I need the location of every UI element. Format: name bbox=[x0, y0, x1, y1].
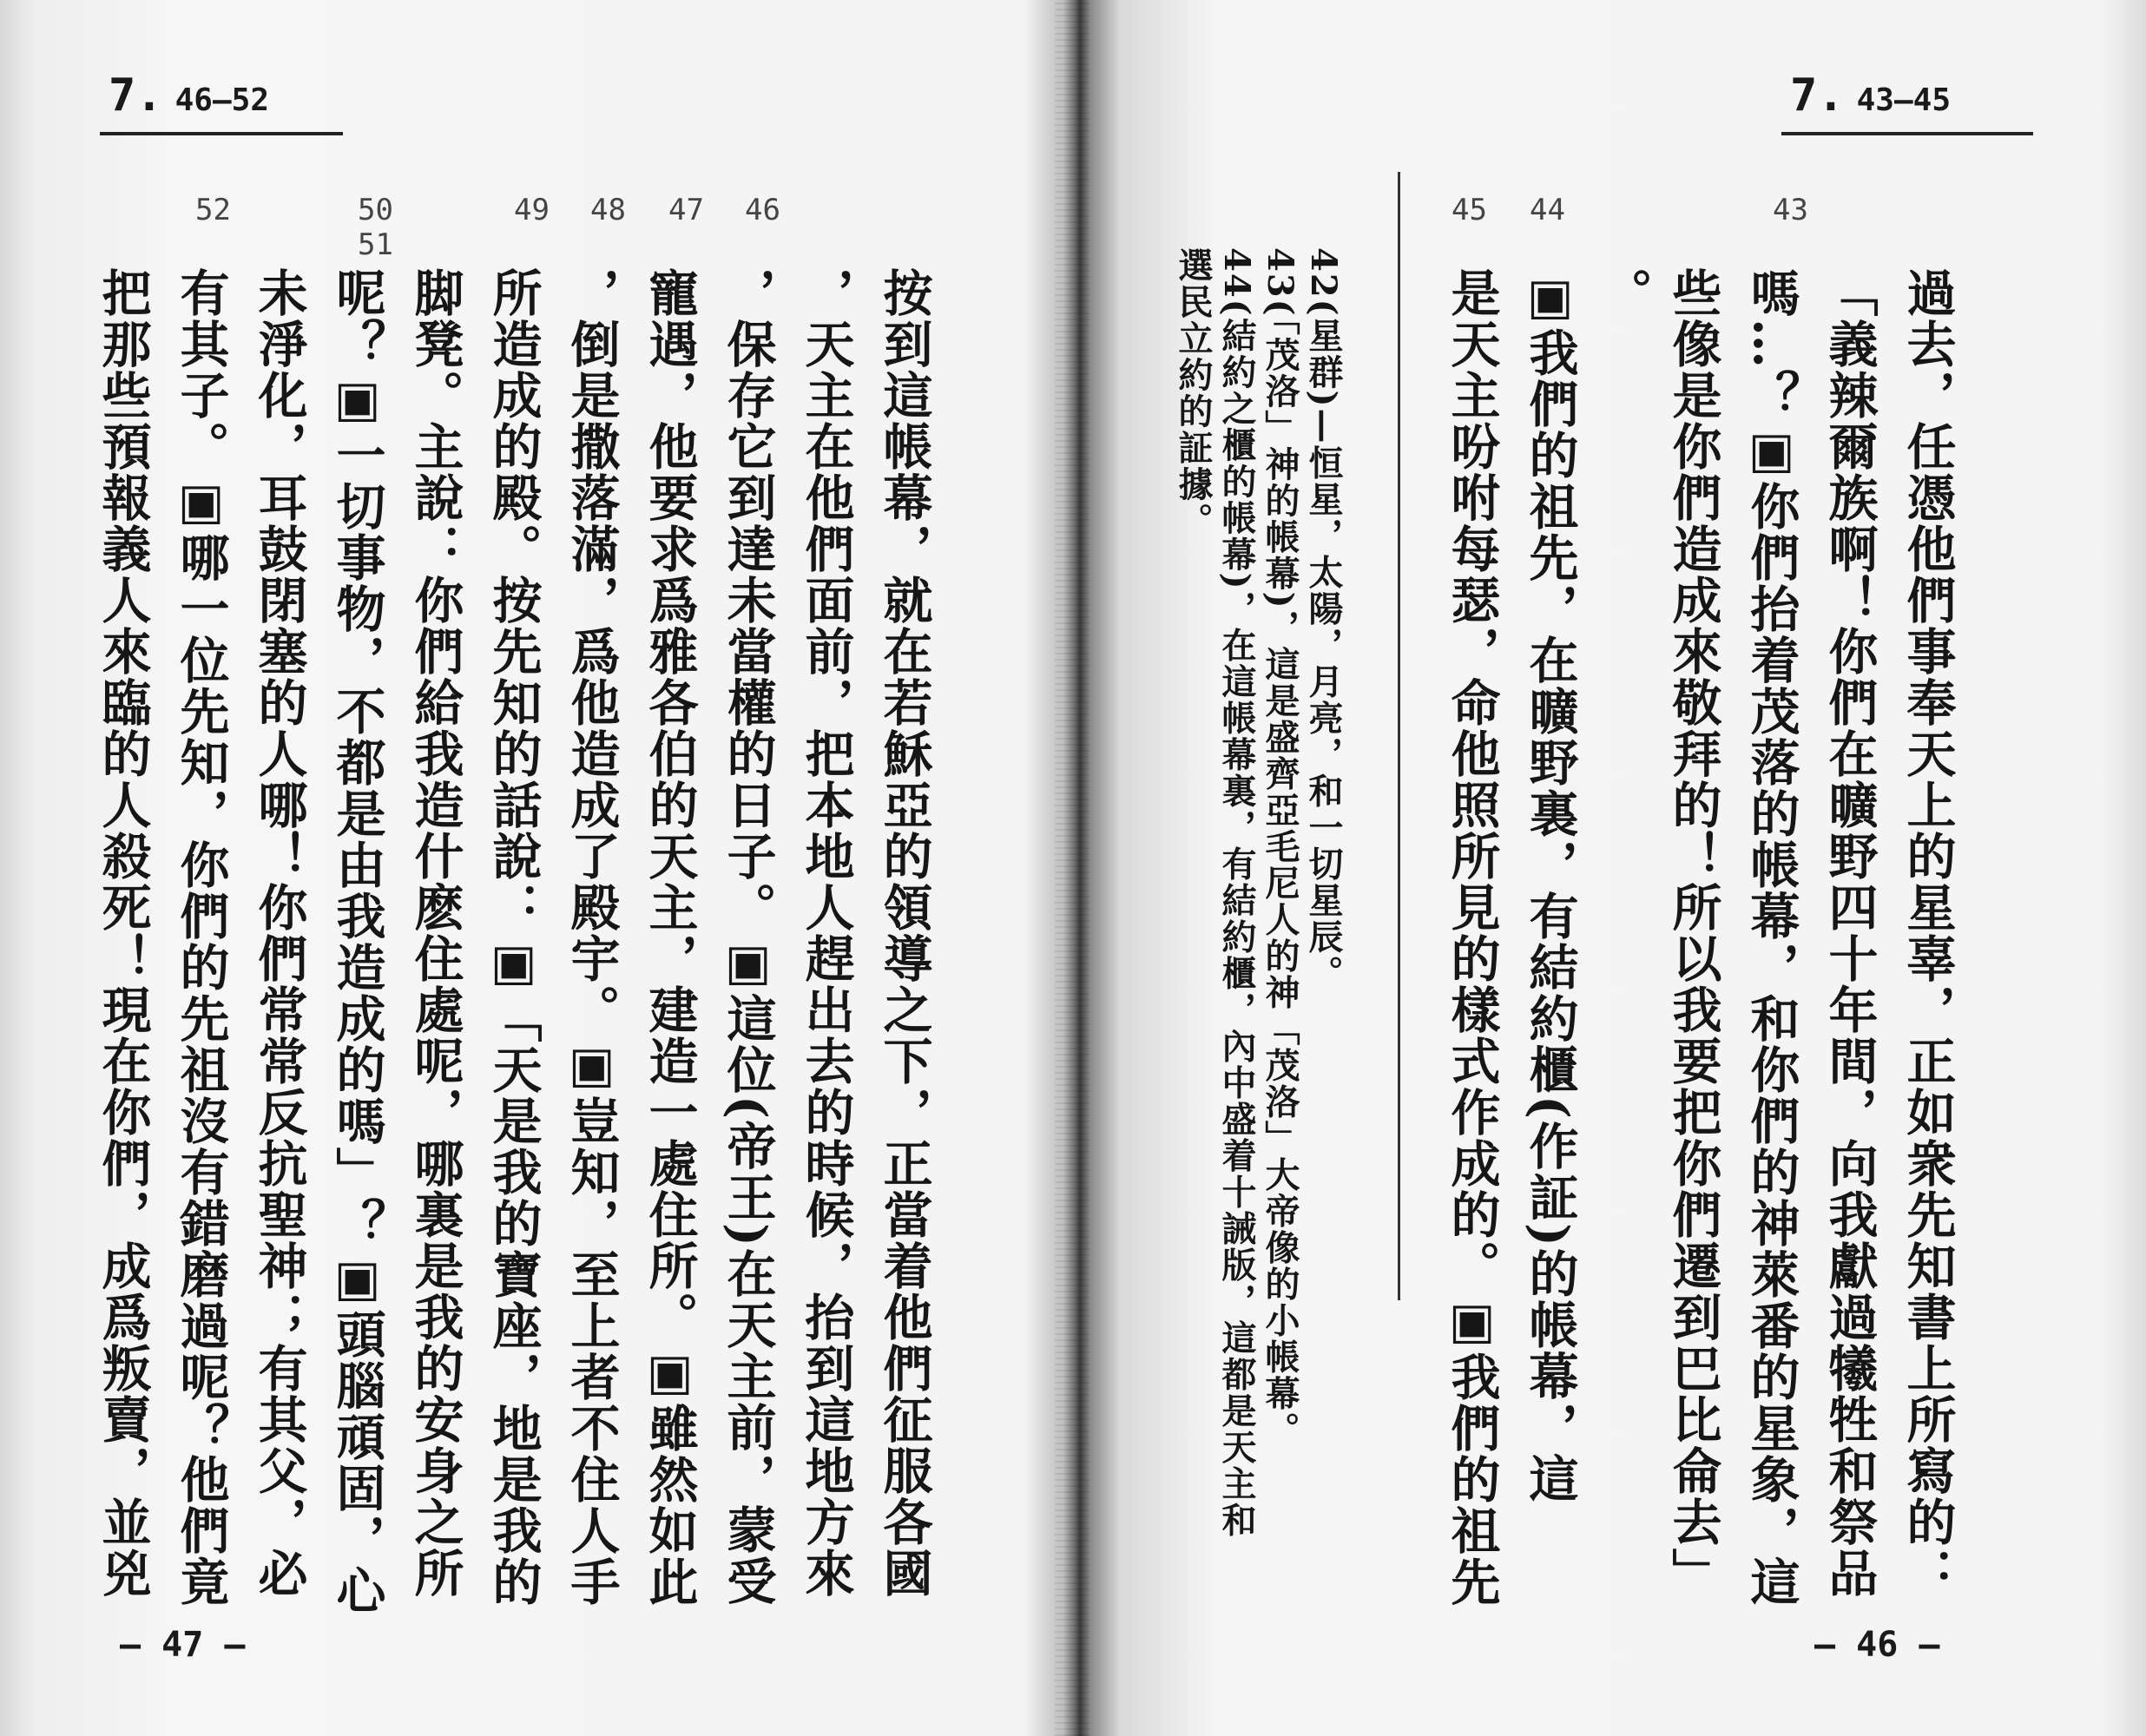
verse-number: 43 bbox=[1773, 193, 1808, 227]
text-column: 未淨化，耳鼓閉塞的人哪！你們常常反抗聖神；有其父，必 bbox=[250, 267, 308, 1599]
text-column: ，保存它到達未當權的日子。▣這位(帝王)在天主前，蒙受 bbox=[719, 267, 777, 1607]
header-rule bbox=[100, 132, 343, 135]
text-column: 按到這帳幕，就在若穌亞的領導之下，正當着他們征服各國 bbox=[875, 267, 933, 1599]
verse-number: 44 bbox=[1530, 193, 1565, 227]
verse-number: 50 bbox=[358, 193, 393, 227]
footnote: 42(星群)—恒星，太陽，月亮，和一切星辰。 bbox=[1303, 247, 1344, 992]
text-column: ▣我們的祖先，在曠野裏，有結約櫃(作証)的帳幕，這 bbox=[1521, 267, 1579, 1504]
right-page bbox=[1087, 0, 2146, 1736]
text-column: 脚凳。主說：你們給我造什麽住處呢，哪裏是我的安身之所 bbox=[406, 267, 464, 1599]
verse-number: 47 bbox=[668, 193, 704, 227]
text-column: 所造成的殿。按先知的話說：▣「天是我的寶座，地是我的 bbox=[484, 267, 543, 1608]
notes-divider bbox=[1398, 172, 1400, 1300]
verse-range: 43—45 bbox=[1856, 82, 1951, 118]
text-column: ，天主在他們面前，把本地人趕出去的時候，抬到這地方來 bbox=[797, 267, 855, 1599]
chapter-number: 7. bbox=[1790, 69, 1845, 122]
text-column: 。 bbox=[1595, 267, 1653, 319]
verse-range: 46—52 bbox=[174, 82, 269, 118]
text-column: 「義辣爾族啊！你們在曠野四十年間，向我獻過犧牲和祭品 bbox=[1820, 267, 1879, 1599]
chapter-number: 7. bbox=[109, 69, 163, 122]
text-column: 是天主吩咐每瑟，命他照所見的樣式作成的。▣我們的祖先 bbox=[1443, 267, 1501, 1608]
page-number: — 47 — bbox=[120, 1625, 246, 1665]
text-column: ，倒是撒落滿，爲他造成了殿宇。▣豈知，至上者不住人手 bbox=[563, 267, 621, 1608]
verse-number: 49 bbox=[514, 193, 550, 227]
page-number: — 46 — bbox=[1814, 1625, 1940, 1665]
left-page bbox=[0, 0, 1068, 1736]
verse-number: 52 bbox=[195, 193, 231, 227]
verse-number: 51 bbox=[358, 227, 393, 262]
header-rule bbox=[1781, 132, 2033, 135]
text-column: 寵遇，他要求爲雅各伯的天主，建造一處住所。▣雖然如此 bbox=[641, 267, 699, 1608]
footnote: 44(結約之櫃的帳幕)，在這帳幕裏，有結約櫃，內中盛着十誡版，這都是天主和 bbox=[1216, 247, 1257, 1539]
text-column: 過去，任憑他們事奉天上的星辜，正如衆先知書上所寫的： bbox=[1899, 267, 1957, 1599]
footnote: 43(「茂洛」神的帳幕)，這是盛齊亞毛尼人的神「茂洛」大帝像的小帳幕。 bbox=[1260, 247, 1300, 1449]
text-column: 嗎…？▣你們抬着茂落的帳幕，和你們的神萊番的星象，這 bbox=[1742, 267, 1800, 1608]
text-column: 些像是你們造成來敬拜的！所以我要把你們遷到巴比侖去」 bbox=[1664, 267, 1722, 1599]
page-header bbox=[1790, 69, 1951, 122]
text-column: 呢？▣一切事物，不都是由我造成的嗎」？▣頭腦頑固，心 bbox=[328, 267, 386, 1616]
text-column: 有其子。▣哪一位先知，你們的先祖沒有錯磨過呢？他們竟 bbox=[172, 267, 230, 1608]
page-header bbox=[109, 69, 269, 122]
footnote: 選民立約的証據。 bbox=[1173, 247, 1214, 539]
text-column: 把那些預報義人來臨的人殺死！現在你們，成爲叛賣，並兇 bbox=[94, 267, 152, 1599]
verse-number: 48 bbox=[590, 193, 626, 227]
verse-number: 46 bbox=[745, 193, 780, 227]
verse-number: 45 bbox=[1452, 193, 1487, 227]
